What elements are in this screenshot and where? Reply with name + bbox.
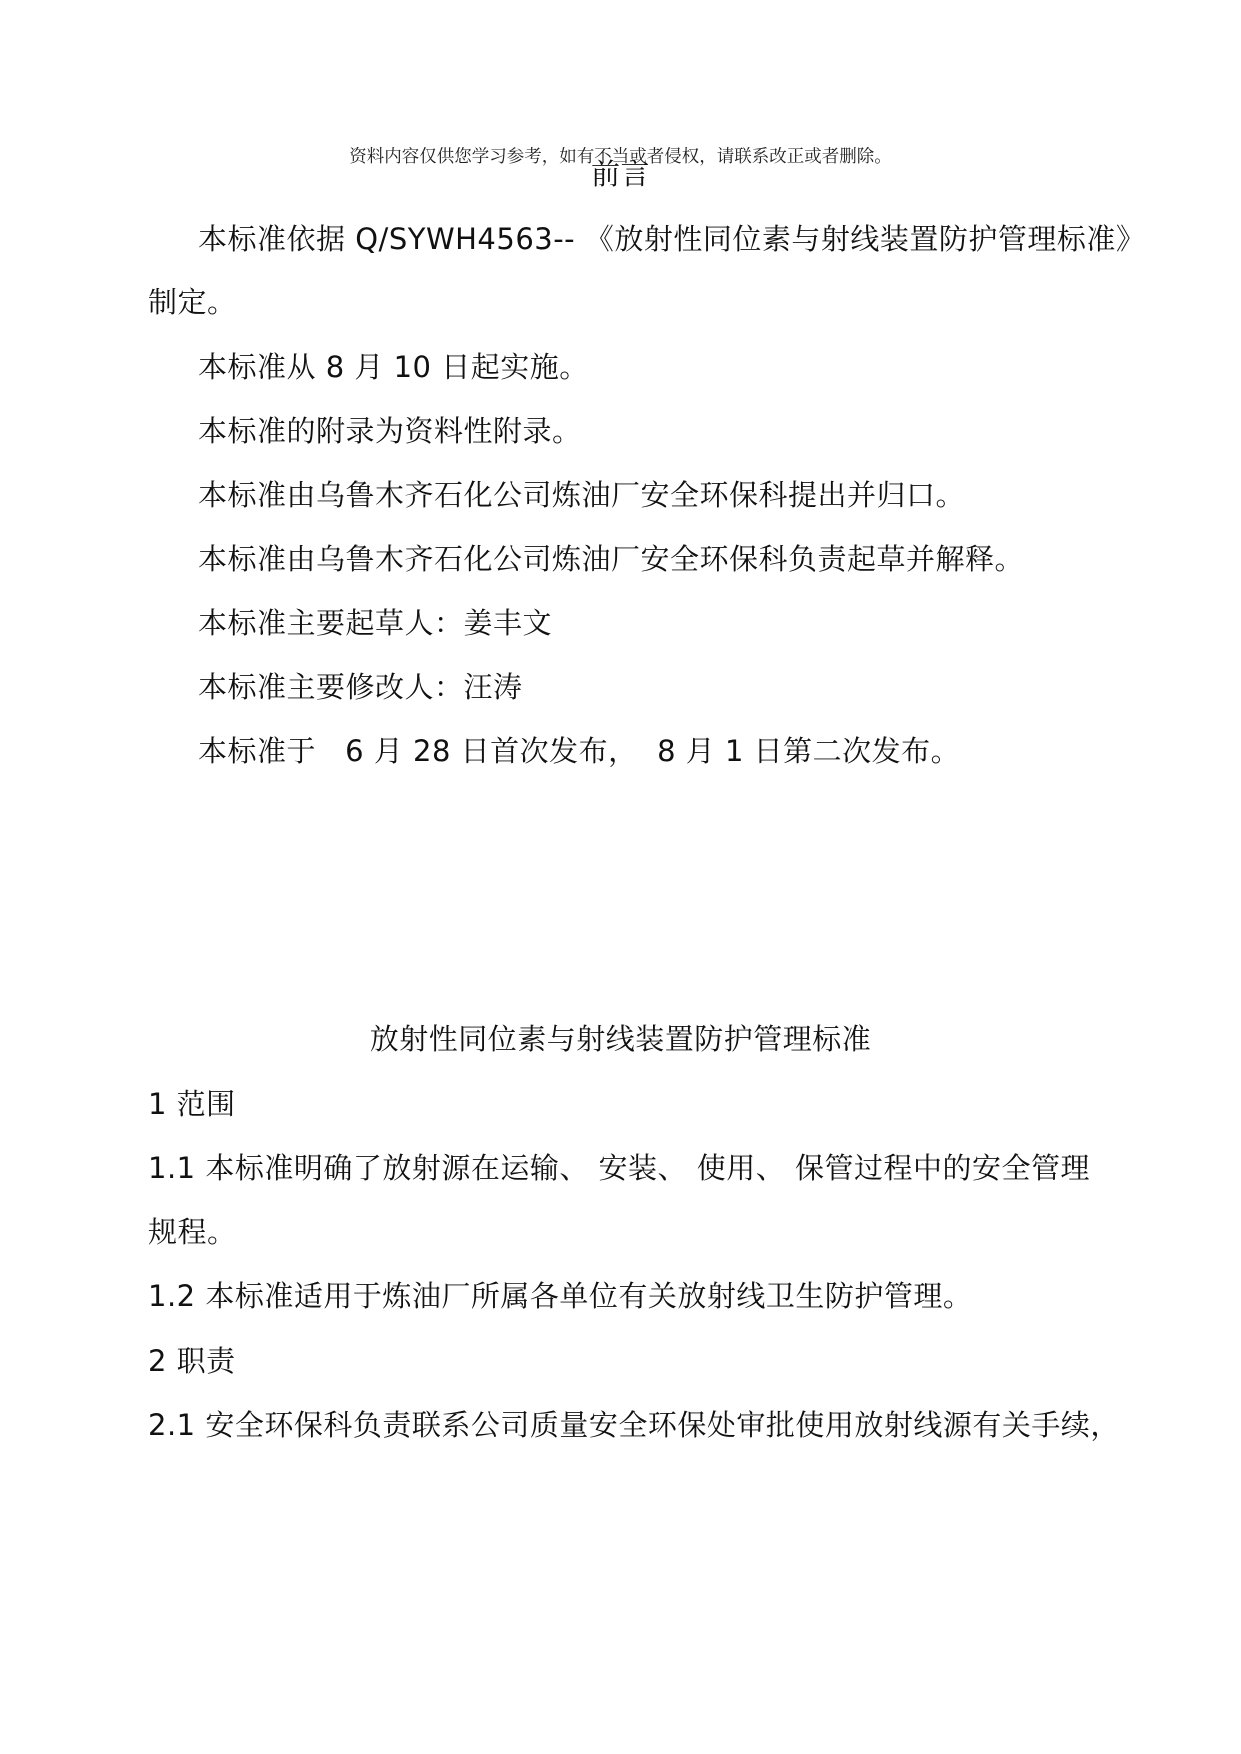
clause-1-2: 1.2 本标准适用于炼油厂所属各单位有关放射线卫生防护管理。 xyxy=(148,1279,973,1313)
clause-1-1-line2: 规程。 xyxy=(148,1215,237,1249)
preface-basis-line2: 制定。 xyxy=(148,285,237,319)
preface-effective-date: 本标准从 8 月 10 日起实施。 xyxy=(198,350,589,384)
preface-appendix: 本标准的附录为资料性附录。 xyxy=(198,414,582,448)
section-2-heading: 2 职责 xyxy=(148,1344,236,1378)
preface-publication: 本标准于 6 月 28 日首次发布， 8 月 1 日第二次发布。 xyxy=(198,734,961,768)
standard-title: 放射性同位素与射线装置防护管理标准 xyxy=(369,1022,872,1056)
preface-main-reviser: 本标准主要修改人：汪涛 xyxy=(198,670,523,704)
clause-1-1-line1: 1.1 本标准明确了放射源在运输、 安装、 使用、 保管过程中的安全管理 xyxy=(148,1151,1090,1185)
preface-title: 前言 xyxy=(590,157,650,191)
header-disclaimer: 资料内容仅供您学习参考，如有不当或者侵权，请联系改正或者删除。 xyxy=(349,147,892,167)
preface-proposed-by: 本标准由乌鲁木齐石化公司炼油厂安全环保科提出并归口。 xyxy=(198,478,966,512)
clause-2-1: 2.1 安全环保科负责联系公司质量安全环保处审批使用放射线源有关手续， xyxy=(148,1408,1120,1442)
preface-basis-line1: 本标准依据 Q/SYWH4563-- 《放射性同位素与射线装置防护管理标准》 xyxy=(198,222,1146,256)
preface-drafted-by: 本标准由乌鲁木齐石化公司炼油厂安全环保科负责起草并解释。 xyxy=(198,542,1025,576)
preface-main-drafter: 本标准主要起草人：姜丰文 xyxy=(198,606,553,640)
section-1-heading: 1 范围 xyxy=(148,1087,236,1121)
